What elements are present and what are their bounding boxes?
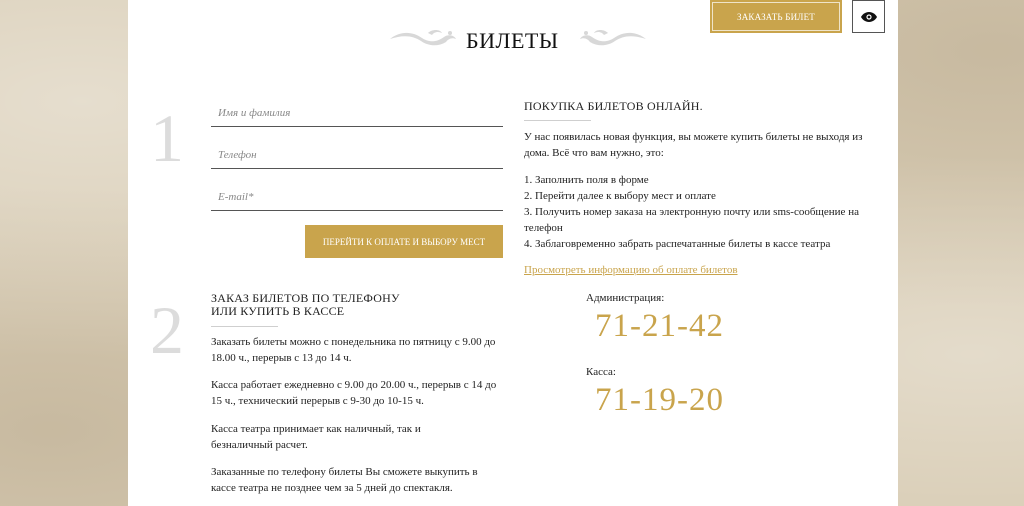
list-item: 2. Перейти далее к выбору мест и оплате	[524, 190, 716, 202]
phone-order-paragraph-1: Заказать билеты можно с понедельника по пятницу с 9.00 до 18.00 ч., перерыв с 13 до 14 ч.	[211, 336, 496, 364]
proceed-to-payment-button[interactable]: ПЕРЕЙТИ К ОПЛАТЕ И ВЫБОРУ МЕСТ	[305, 225, 503, 258]
eye-icon	[861, 12, 877, 22]
phone-order-paragraph-4: Заказанные по телефону билеты Вы сможете выкупить в кассе театра не позднее чем за 5 дней до спектакля.	[211, 466, 478, 494]
admin-label: Администрация:	[586, 292, 665, 304]
phone-input[interactable]	[211, 141, 503, 169]
name-input[interactable]	[211, 99, 503, 127]
list-item: 1. Заполнить поля в форме	[524, 174, 649, 186]
phone-order-paragraph-2: Касса работает ежедневно с 9.00 до 20.00 ч., перерыв с 14 до 15 ч., технический перерыв с 9-30 до 10-15 ч.	[211, 379, 497, 407]
page-title: БИЛЕТЫ	[466, 28, 559, 53]
phone-order-paragraph-3: Касса театра принимает как наличный, так и безналичный расчет.	[211, 423, 421, 451]
email-input[interactable]	[211, 183, 503, 211]
accessibility-toggle-button[interactable]	[852, 0, 885, 33]
right-ornament-icon	[578, 27, 648, 49]
online-purchase-divider	[524, 120, 591, 121]
left-ornament-icon	[388, 27, 458, 49]
online-purchase-intro: У нас появилась новая функция, вы можете купить билеты не выходя из дома. Всё что вам нужно, это:	[524, 131, 863, 159]
payment-info-link[interactable]: Просмотреть информацию об оплате билетов	[524, 264, 738, 276]
box-office-phone[interactable]: 71-19-20	[595, 382, 724, 418]
list-item: 4. Заблаговременно забрать распечатанные билеты в кассе театра	[524, 238, 831, 250]
phone-order-title-line1: ЗАКАЗ БИЛЕТОВ ПО ТЕЛЕФОНУ	[211, 291, 400, 305]
online-steps-list	[524, 172, 884, 252]
online-purchase-title: ПОКУПКА БИЛЕТОВ ОНЛАЙН.	[524, 99, 703, 113]
step-number-1: 1	[150, 100, 184, 176]
box-office-label: Касса:	[586, 366, 616, 378]
admin-phone[interactable]: 71-21-42	[595, 308, 724, 344]
phone-order-title	[211, 292, 400, 318]
order-ticket-button[interactable]: ЗАКАЗАТЬ БИЛЕТ	[710, 0, 842, 33]
phone-order-title-line2: ИЛИ КУПИТЬ В КАССЕ	[211, 304, 345, 318]
list-item: 3. Получить номер заказа на электронную почту или sms-сообщение на телефон	[524, 206, 859, 234]
phone-order-divider	[211, 326, 278, 327]
step-number-2: 2	[150, 292, 184, 368]
